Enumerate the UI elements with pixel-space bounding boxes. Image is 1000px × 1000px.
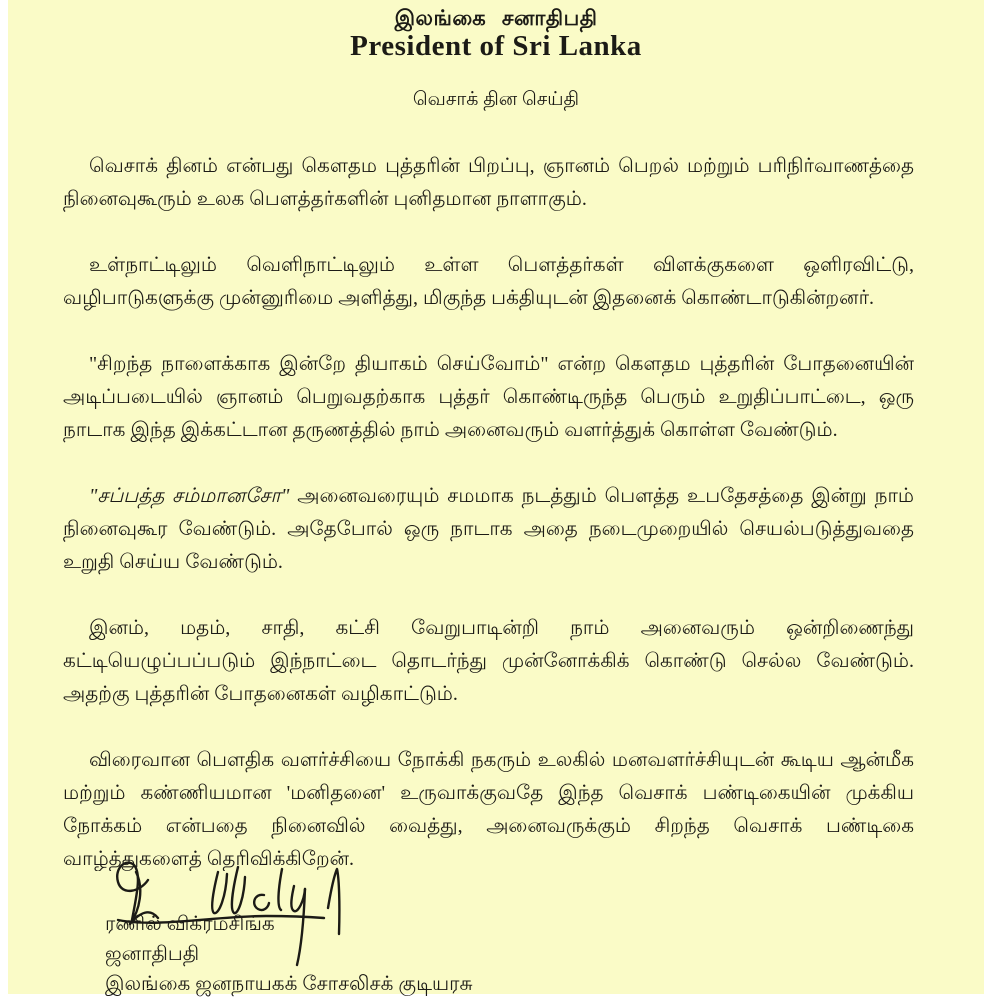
paragraph-3: "சிறந்த நாளைக்காக இன்றே தியாகம் செய்வோம்" என்ற கௌதம புத்தரின் போதனையின் அடிப்படையில் ஞானம் பெறுவதற்காக புத்தர் கொண்டிருந்த பெரும் உறுதிப்பாட்டை, ஒரு நாடாக இந்த இக்கட்டான தருணத்தில் நாம் அனைவரும் வளர்த்துக் கொள்ள வேண்டும். [63, 353, 915, 441]
paragraph-6: விரைவான பௌதிக வளர்ச்சியை நோக்கி நகரும் உலகில் மனவளர்ச்சியுடன் கூடிய ஆன்மீக மற்றும் கண்ணியமான 'மனிதனை' உருவாக்குவதே இந்த வெசாக் பண்டிகையின் முக்கிய நோக்கம் என்பதை நினைவில் வைத்து, அனைவருக்கும் சிறந்த வெசாக் பண்டிகை வாழ்த்துகளைத் தெரிவிக்கிறேன். [63, 749, 914, 870]
signatory-republic: இலங்கை ஜனநாயகக் சோசலிசக் குடியரசு [105, 973, 473, 995]
letterhead-title-tamil: இலங்கை சனாதிபதி [394, 6, 598, 30]
letter-body [63, 150, 914, 876]
pali-quote: "சப்பத்த சம்மானசோ" [89, 485, 290, 507]
paragraph-4-text: அனைவரையும் சமமாக நடத்தும் பௌத்த உபதேசத்தை இன்று நாம் நினைவுகூர வேண்டும். அதேபோல் ஒரு நாடாக அதை நடைமுறையில் செயல்படுத்துவதை உறுதி செய்ய வேண்டும். [63, 485, 914, 573]
message-subtitle: வெசாக் தின செய்தி [412, 89, 580, 110]
paragraph-5: இனம், மதம், சாதி, கட்சி வேறுபாடின்றி நாம் அனைவரும் ஒன்றிணைந்து கட்டியெழுப்பப்படும் இந்நாட்டை தொடர்ந்து முன்னோக்கிக் கொண்டு செல்ல வேண்டும். அதற்கு புத்தரின் போதனைகள் வழிகாட்டும். [63, 617, 914, 705]
signature-block [105, 909, 984, 999]
signatory-designation: ஜனாதிபதி [105, 943, 200, 965]
paragraph-4 [63, 480, 914, 579]
letterhead-paper [8, 0, 984, 994]
signatory-name: ரணில் விக்ரமசிங்க [105, 913, 275, 935]
paragraph-1: வெசாக் தினம் என்பது கௌதம புத்தரின் பிறப்பு, ஞானம் பெறல் மற்றும் பரிநிர்வாணத்தை நினைவுகூரும் உலக பௌத்தர்களின் புனிதமான நாளாகும். [63, 155, 914, 210]
paragraph-2: உள்நாட்டிலும் வெளிநாட்டிலும் உள்ள பௌத்தர்கள் விளக்குகளை ஒளிரவிட்டு, வழிபாடுகளுக்கு முன்னுரிமை அளித்து, மிகுந்த பக்தியுடன் இதனைக் கொண்டாடுகின்றனர். [63, 254, 914, 309]
letterhead [8, 0, 984, 111]
letterhead-title-english: President of Sri Lanka [350, 30, 642, 62]
